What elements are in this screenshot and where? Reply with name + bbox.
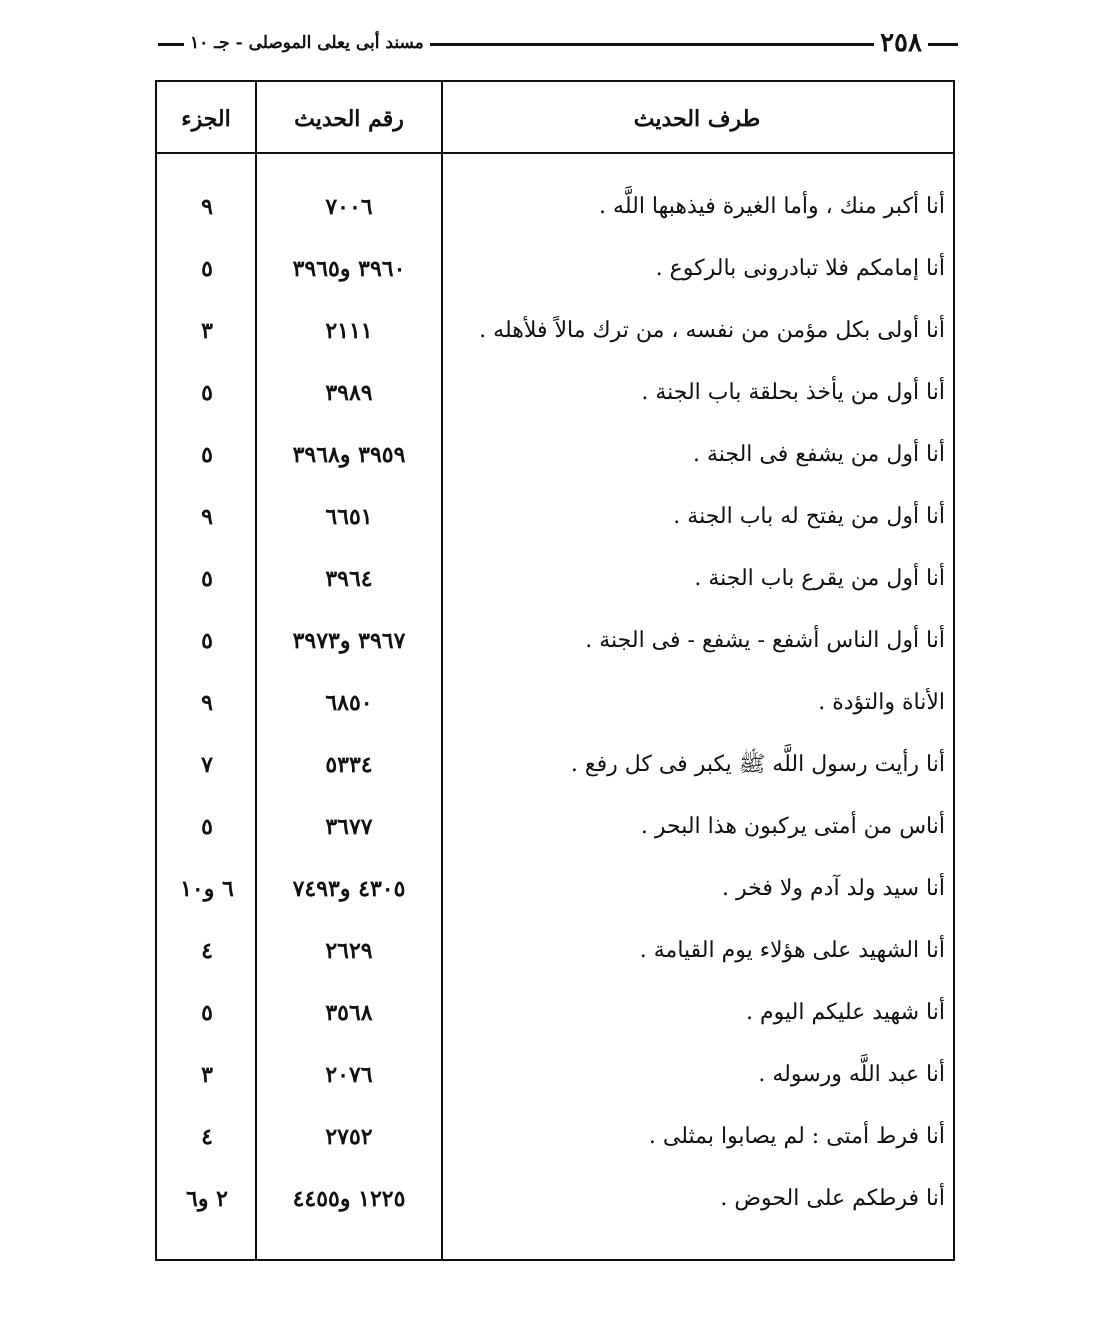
column-header-volume: الجزء xyxy=(181,106,231,132)
volume-number: ٧ xyxy=(201,752,213,778)
volume-number: ٥ xyxy=(201,1000,213,1026)
hadith-number: ٣٥٦٨ xyxy=(325,1000,373,1026)
page-number: ٢٥٨ xyxy=(874,26,928,60)
hadith-number: ٧٠٠٦ xyxy=(325,194,373,220)
column-header-number: رقم الحديث xyxy=(294,106,404,132)
index-table xyxy=(155,80,955,1261)
hadith-number: ٢٦٢٩ xyxy=(325,938,373,964)
hadith-text: أنا فرط أمتى : لم يصابوا بمثلى . xyxy=(648,1124,945,1149)
volume-number: ٤ xyxy=(201,938,213,964)
volume-number: ٩ xyxy=(201,690,213,716)
hadith-number: ٣٦٧٧ xyxy=(325,814,373,840)
hadith-text: أنا أكبر منك ، وأما الغيرة فيذهبها اللَّه . xyxy=(599,194,945,219)
volume-number: ٢ و٦ xyxy=(186,1186,228,1212)
hadith-number: ٥٣٣٤ xyxy=(325,752,373,778)
header-divider xyxy=(157,152,953,154)
volume-number: ٥ xyxy=(201,814,213,840)
volume-number: ٣ xyxy=(201,318,213,344)
table-row xyxy=(157,920,953,982)
hadith-number: ٢١١١ xyxy=(325,318,373,344)
table-row xyxy=(157,300,953,362)
table-row xyxy=(157,1168,953,1230)
volume-number: ٥ xyxy=(201,628,213,654)
page-header xyxy=(158,26,958,60)
hadith-text: أنا أول من يأخذ بحلقة باب الجنة . xyxy=(641,380,945,405)
hadith-text: أنا الشهيد على هؤلاء يوم القيامة . xyxy=(639,938,945,963)
table-row xyxy=(157,610,953,672)
volume-number: ٥ xyxy=(201,566,213,592)
volume-number: ٥ xyxy=(201,442,213,468)
table-row xyxy=(157,672,953,734)
table-row xyxy=(157,734,953,796)
table-row xyxy=(157,796,953,858)
hadith-number: ٣٩٦٤ xyxy=(325,566,373,592)
column-header-text: طرف الحديث xyxy=(633,106,761,132)
hadith-text: الأناة والتؤدة . xyxy=(818,690,945,715)
table-row xyxy=(157,362,953,424)
table-row xyxy=(157,1044,953,1106)
hadith-number: ٣٩٨٩ xyxy=(325,380,373,406)
volume-number: ٦ و١٠ xyxy=(180,876,234,902)
hadith-number: ٤٣٠٥ و٧٤٩٣ xyxy=(292,876,406,902)
volume-number: ٤ xyxy=(201,1124,213,1150)
hadith-text: أنا أول من يفتح له باب الجنة . xyxy=(673,504,945,529)
table-row xyxy=(157,238,953,300)
table-row xyxy=(157,548,953,610)
hadith-text: أناس من أمتى يركبون هذا البحر . xyxy=(640,814,945,839)
hadith-text: أنا أولى بكل مؤمن من نفسه ، من ترك مالاً فلأهله . xyxy=(479,318,945,343)
hadith-number: ٢٧٥٢ xyxy=(325,1124,373,1150)
hadith-text: أنا فرطكم على الحوض . xyxy=(720,1186,945,1211)
table-row xyxy=(157,858,953,920)
running-title: مسند أبى يعلى الموصلى - جـ ١٠ xyxy=(184,26,430,60)
hadith-text: أنا سيد ولد آدم ولا فخر . xyxy=(722,876,945,901)
hadith-number: ٢٠٧٦ xyxy=(325,1062,373,1088)
table-row xyxy=(157,424,953,486)
volume-number: ٥ xyxy=(201,256,213,282)
hadith-number: ٣٩٦٧ و٣٩٧٣ xyxy=(292,628,406,654)
table-row xyxy=(157,1106,953,1168)
hadith-number: ٦٦٥١ xyxy=(325,504,373,530)
hadith-text: أنا أول من يشفع فى الجنة . xyxy=(692,442,945,467)
hadith-text: أنا رأيت رسول اللَّه ﷺ يكبر فى كل رفع . xyxy=(570,752,945,777)
hadith-number: ٦٨٥٠ xyxy=(325,690,373,716)
volume-number: ٩ xyxy=(201,194,213,220)
table-row xyxy=(157,982,953,1044)
hadith-text: أنا أول من يقرع باب الجنة . xyxy=(694,566,945,591)
volume-number: ٣ xyxy=(201,1062,213,1088)
volume-number: ٩ xyxy=(201,504,213,530)
hadith-text: أنا أول الناس أشفع - يشفع - فى الجنة . xyxy=(585,628,945,653)
hadith-number: ٣٩٥٩ و٣٩٦٨ xyxy=(292,442,406,468)
hadith-text: أنا عبد اللَّه ورسوله . xyxy=(758,1062,945,1087)
hadith-text: أنا شهيد عليكم اليوم . xyxy=(746,1000,945,1025)
hadith-number: ١٢٢٥ و٤٤٥٥ xyxy=(292,1186,406,1212)
hadith-number: ٣٩٦٠ و٣٩٦٥ xyxy=(292,256,406,282)
volume-number: ٥ xyxy=(201,380,213,406)
table-row xyxy=(157,486,953,548)
hadith-text: أنا إمامكم فلا تبادرونى بالركوع . xyxy=(655,256,945,281)
table-row xyxy=(157,176,953,238)
